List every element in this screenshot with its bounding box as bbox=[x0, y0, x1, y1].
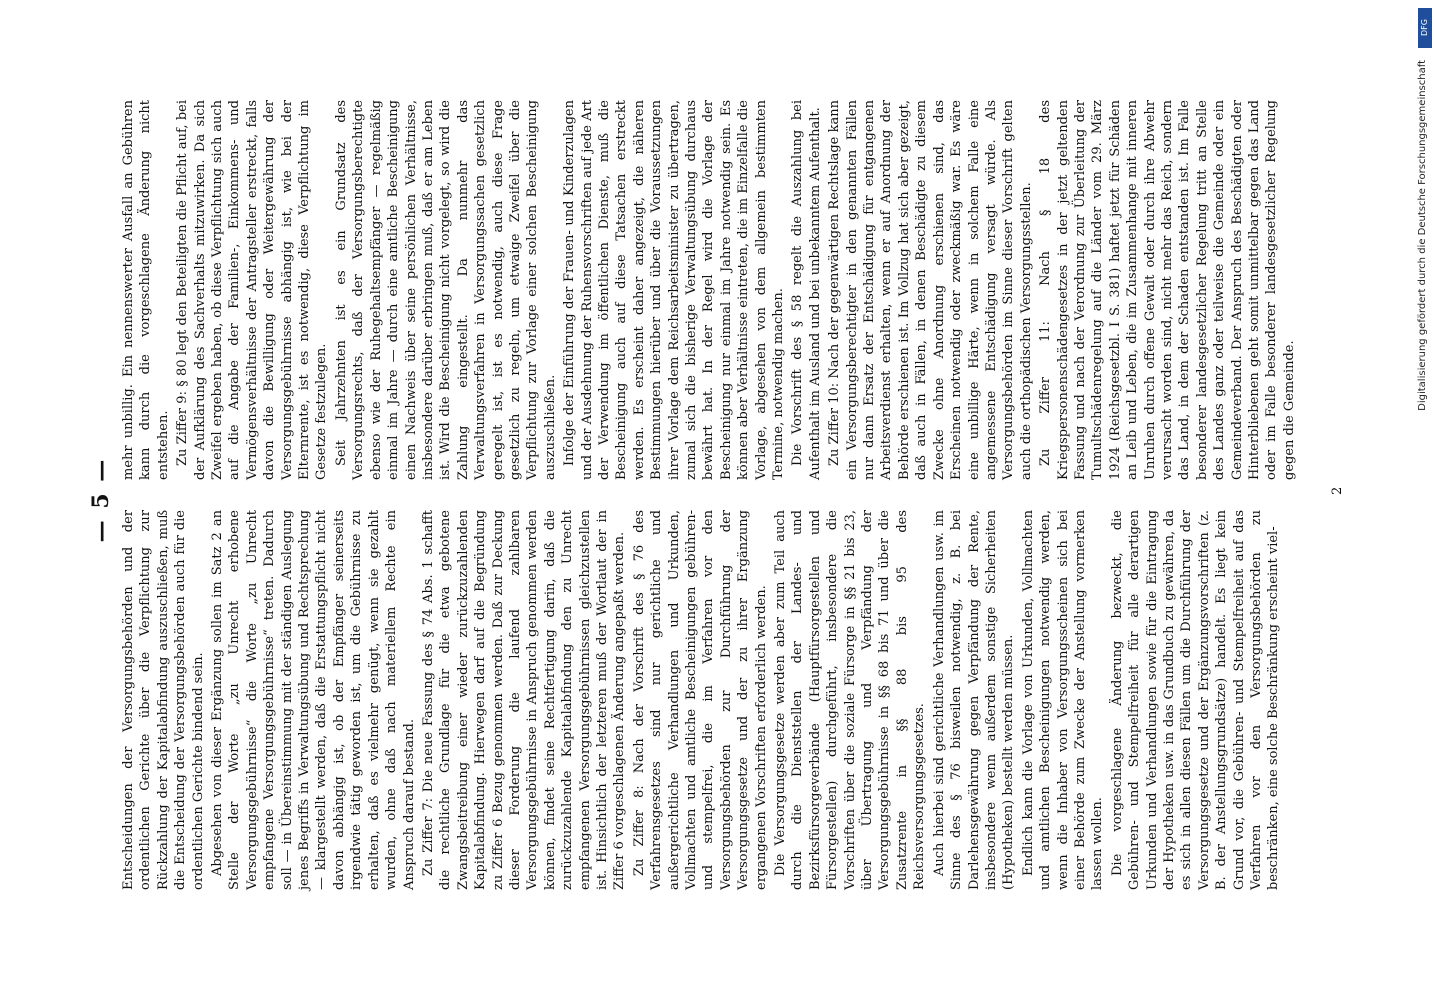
digitization-credit: Digitalisierung gefördert durch die Deutsche Forschungsgemeinschaft bbox=[1417, 60, 1428, 411]
left-column bbox=[120, 510, 1285, 890]
right-paragraph: Zu Ziffer 11: Nach § 18 des Kriegspersonenschädengesetzes in der jetzt geltenden Fassung und nach der Verordnung zur Überleitung der Tumultschädenregelung auf die Länder vom 29. März 1924 (Reichsgesetzbl. I S. 381) haftet jetzt für Schäden an Leib und Leben, die im Zusammenhange mit inneren Unruhen durch offene Gewalt oder durch ihre Abwehr verursacht worden sind, nicht mehr das Reich, sondern das Land, in dem der Schaden entstanden ist. Im Falle besonderer landesgesetzlicher Regelung tritt an Stelle des Landes ganz oder teilweise die Gemeinde oder ein Gemeindeverband. Der Anspruch des Beschädigten oder Hinterbliebenen geht somit unmittelbar gegen das Land oder im Falle besonderer landesgesetzlicher Regelung gegen die Gemeinde. bbox=[1038, 100, 1297, 480]
right-paragraph: Zu Ziffer 10: Nach der gegenwärtigen Rechtslage kann ein Versorgungsberechtigter in den genannten Fällen nur dann Ersatz der Entschädigung für entgangenen Arbeitsverdienst erhalten, wenn er auf Anordnung der Behörde erschienen ist. Im Vollzug hat sich aber gezeigt, daß auch in Fällen, in denen Beschädigte zu diesem Zwecke ohne Anordnung erschienen sind, das Erscheinen notwendig oder zweckmäßig war. Es wäre eine unbillige Härte, wenn in solchem Falle eine angemessene Entschädigung versagt würde. Als Versorgungsbehörden im Sinne dieser Vorschrift gelten auch die orthopädischen Versorgungsstellen. bbox=[827, 100, 1034, 480]
left-paragraph: Entscheidungen der Versorgungsbehörden und der ordentlichen Gerichte über die Verpflichtung zur Rückzahlung der Kapitalabfindung auszuschließen, muß die Entscheidung der Versorgungsbehörden auch für die ordentlichen Gerichte bindend sein. bbox=[121, 510, 206, 890]
dfg-logo: DFG bbox=[1418, 8, 1432, 48]
right-paragraph: Seit Jahrzehnten ist es ein Grundsatz des Versorgungsrechts, daß der Versorgungsberechtigte ebenso wie der Ruhegehaltsempfänger — regelmäßig einmal im Jahre — durch eine amtliche Bescheinigung einen Nachweis über seine persönlichen Verhältnisse, insbesondere darüber erbringen muß, daß er am Leben ist. Wird die Bescheinigung nicht vorgelegt, so wird die Zahlung eingestellt. Da nunmehr das Verwaltungsverfahren in Versorgungssachen gesetzlich geregelt ist, ist es notwendig, auch diese Frage gesetzlich zu regeln, um etwaige Zweifel über die Verpflichtung zur Vorlage einer solchen Bescheinigung auszuschließen. bbox=[333, 100, 558, 480]
page-number: — 5 — bbox=[88, 457, 114, 543]
right-paragraph: Die Vorschrift des § 58 regelt die Auszahlung bei Aufenthalt im Ausland und bei unbekanntem Aufenthalt. bbox=[790, 100, 823, 480]
left-paragraph: Abgesehen von dieser Ergänzung sollen im Satz 2 an Stelle der Worte „zu Unrecht erhobene Versorgungsgebührnisse“ die Worte „zu Unrecht empfangene Versorgungsgebührnisse“ treten. Dadurch soll — in Übereinstimmung mit der ständigen Auslegung jenes Begriffs in Verwaltungsübung und Rechtsprechung — klargestellt werden, daß die Erstattungspflicht nicht davon abhängig ist, ob der Empfänger seinerseits irgendwie tätig geworden ist, um die Gebührnisse zu erhalten, daß es vielmehr genügt, wenn sie gezahlt wurden, ohne daß nach materiellem Rechte ein Anspruch darauf bestand. bbox=[210, 510, 417, 890]
left-paragraph: Die vorgeschlagene Änderung bezweckt, die Gebühren- und Stempelfreiheit für alle derartigen Urkunden und Verhandlungen sowie für die Eintragung der Hypotheken usw. in das Grundbuch zu gewähren, da es sich in allen diesen Fällen um die Durchführung der Versorgungsgesetze und der Ergänzungsvorschriften (z. B. der Anstellungsgrundsätze) handelt. Es liegt kein Grund vor, die Gebühren- und Stempelfreiheit auf das Verfahren vor den Versorgungsbehörden zu beschränken, eine solche Beschränkung erscheint viel- bbox=[1109, 510, 1282, 890]
left-paragraph: Auch hierbei sind gerichtliche Verhandlungen usw. im Sinne des § 76 bisweilen notwendig, z. B. bei Darlehensgewährung gegen Verpfändung der Rente, insbesondere wenn außerdem sonstige Sicherheiten (Hypotheken) bestellt werden müssen. bbox=[931, 510, 1017, 890]
right-paragraph: Zu Ziffer 9: § 80 legt den Beteiligten die Pflicht auf, bei der Aufklärung des Sachverhalts mitzuwirken. Da sich Zweifel ergeben haben, ob diese Verpflichtung sich auch auf die Angabe der Familien-, Einkommens- und Vermögensverhältnisse der Antragsteller erstreckt, falls davon die Bewilligung oder Weitergewährung der Versorgungsgebührnisse abhängig ist, wie bei der Elternrente, ist es notwendig, diese Verpflichtung im Gesetze festzulegen. bbox=[175, 100, 330, 480]
left-paragraph: Die Versorgungsgesetze werden aber zum Teil auch durch die Dienststellen der Landes- und Bezirksfürsorgeverbände (Hauptfürsorgestellen und Fürsorgestellen) durchgeführt, insbesondere die Vorschriften über die soziale Fürsorge in §§ 21 bis 23, über Übertragung und Verpfändung der Versorgungsgebührnisse in §§ 68 bis 71 und über die Zusatzrente in §§ 88 bis 95 des Reichsversorgungsgesetzes. bbox=[773, 510, 928, 890]
footnote-number: 2 bbox=[1330, 486, 1345, 495]
left-paragraph: Endlich kann die Vorlage von Urkunden, Vollmachten und amtlichen Bescheinigungen notwendig werden, wenn die Inhaber von Versorgungsscheinen sich bei einer Behörde zum Zwecke der Anstellung vormerken lassen wollen. bbox=[1020, 510, 1106, 890]
right-paragraph: mehr unbillig. Ein nennenswerter Ausfall an Gebühren kann durch die vorgeschlagene Änderung nicht entstehen. bbox=[121, 100, 171, 480]
right-column bbox=[120, 100, 1300, 480]
right-paragraph: Infolge der Einführung der Frauen- und Kinderzulagen und der Ausdehnung der Ruhensvorschriften auf jede Art der Verwendung im öffentlichen Dienste, muß die Bescheinigung auch auf diese Tatsachen erstreckt werden. Es erscheint daher angezeigt, die näheren Bestimmungen hierüber und über die Voraussetzungen ihrer Vorlage dem Reichsarbeitsminister zu übertragen, zumal sich die bisherige Verwaltungsübung durchaus bewährt hat. In der Regel wird die Vorlage der Bescheinigung nur einmal im Jahre notwendig sein. Es können aber Verhältnisse eintreten, die im Einzelfalle die Vorlage, abgesehen von dem allgemein bestimmten Termine, notwendig machen. bbox=[562, 100, 787, 480]
left-paragraph: Zu Ziffer 7: Die neue Fassung des § 74 Abs. 1 schafft die rechtliche Grundlage für die etwa gebotene Zwangsbeitreibung einer wieder zurückzuzahlenden Kapitalabfindung. Hierwegen darf auf die Begründung zu Ziffer 6 Bezug genommen werden. Daß zur Deckung dieser Forderung die laufend zahlbaren Versorgungsgebührnisse in Anspruch genommen werden können, findet seine Rechtfertigung darin, daß die zurückzuzahlende Kapitalabfindung den zu Unrecht empfangenen Versorgungsgebührnissen gleichzustellen ist. Hinsichtlich der letzteren muß der Wortlaut der in Ziffer 6 vorgeschlagenen Änderung angepaßt werden. bbox=[420, 510, 628, 890]
left-paragraph: Zu Ziffer 8: Nach der Vorschrift des § 76 des Verfahrensgesetzes sind nur gerichtliche und außergerichtliche Verhandlungen und Urkunden, Vollmachten und amtliche Bescheinigungen gebühren- und stempelfrei, die im Verfahren vor den Versorgungsbehörden zur Durchführung der Versorgungsgesetze und der zu ihrer Ergänzung ergangenen Vorschriften erforderlich werden. bbox=[631, 510, 769, 890]
